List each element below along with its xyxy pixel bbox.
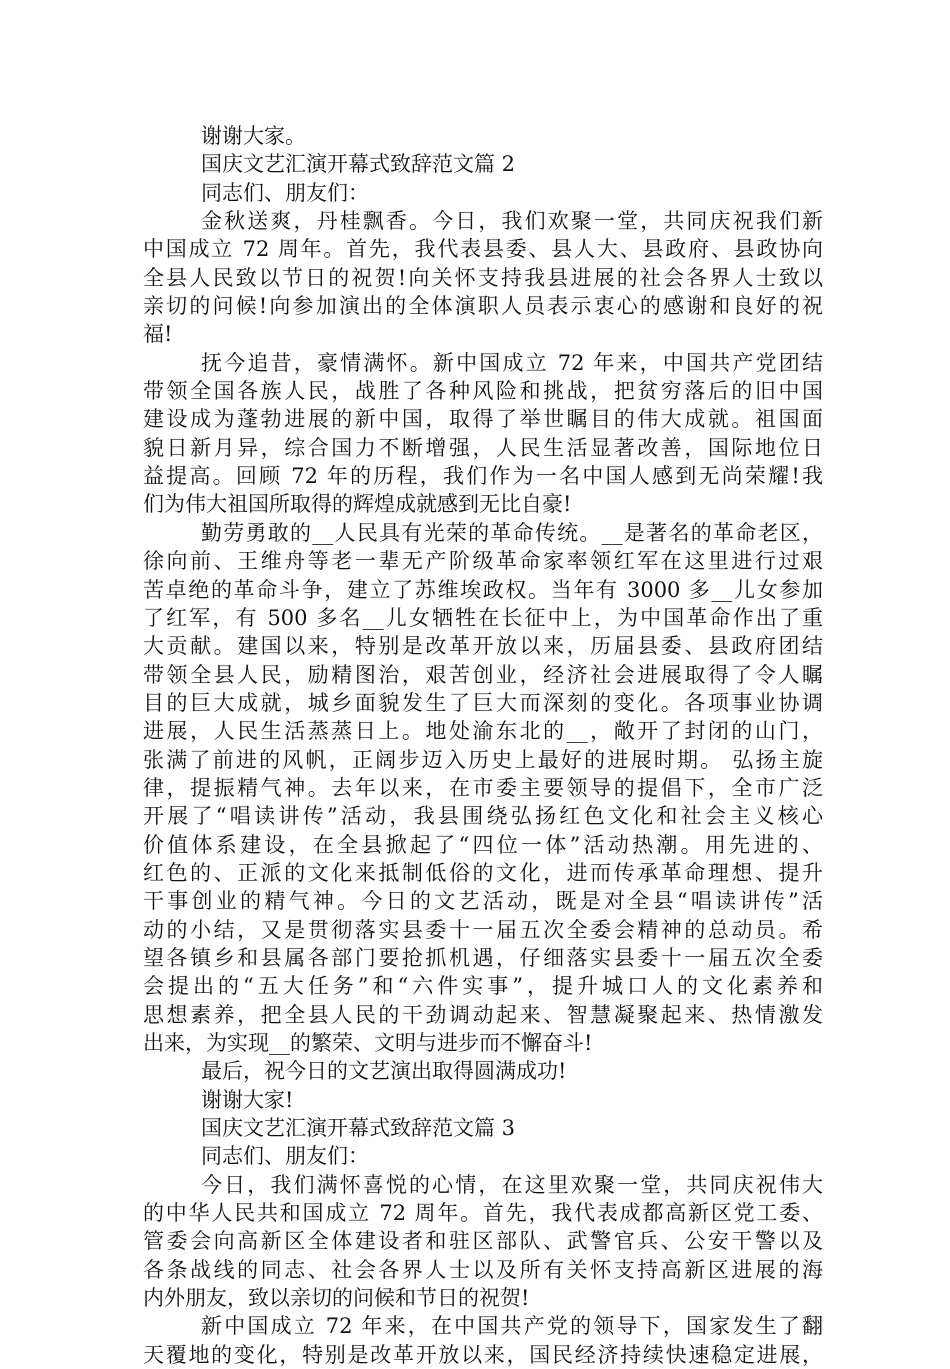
text-line: 目的巨大成就，城乡面貌发生了巨大而深刻的变化。各项事业协调 — [143, 690, 823, 715]
text-line: 亲切的问候!向参加演出的全体演职人员表示衷心的感谢和良好的祝 — [143, 294, 823, 319]
text-line: 带领全国各族人民，战胜了各种风险和挑战，把贫穷落后的旧中国 — [143, 379, 823, 404]
text-line: 望各镇乡和县属各部门要抢抓机遇，仔细落实县委十一届五次全委 — [143, 945, 823, 970]
text-line: 福! — [143, 322, 173, 347]
text-line: 管委会向高新区全体建设者和驻区部队、武警官兵、公安干警以及 — [143, 1229, 823, 1254]
text-line: 抚今追昔，豪情满怀。新中国成立 72 年来，中国共产党团结 — [201, 350, 823, 375]
text-line: 谢谢大家。 — [201, 124, 306, 148]
text-line: 今日，我们满怀喜悦的心情，在这里欢聚一堂，共同庆祝伟大 — [201, 1172, 823, 1197]
text-line: 新中国成立 72 年来，在中国共产党的领导下，国家发生了翻 — [201, 1314, 823, 1339]
text-line: 开展了“唱读讲传”活动，我县围绕弘扬红色文化和社会主义核心 — [143, 804, 823, 829]
text-line: 国庆文艺汇演开幕式致辞范文篇 2 — [201, 152, 516, 177]
text-line: 同志们、朋友们： — [201, 180, 369, 205]
text-line: 中国成立 72 周年。首先，我代表县委、县人大、县政府、县政协向 — [143, 237, 823, 262]
text-line: 动的小结，又是贯彻落实县委十一届五次全委会精神的总动员。希 — [143, 917, 823, 942]
text-line: 天覆地的变化，特别是改革开放以来，国民经济持续快速稳定进展， — [143, 1342, 823, 1367]
text-line: 张满了前进的风帆，正阔步迈入历史上最好的进展时期。 弘扬主旋 — [143, 747, 823, 772]
text-line: 貌日新月异，综合国力不断增强，人民生活显著改善，国际地位日 — [143, 435, 823, 460]
text-line: 的中华人民共和国成立 72 周年。首先，我代表成都高新区党工委、 — [143, 1201, 823, 1226]
text-line: 内外朋友，致以亲切的问候和节日的祝贺! — [143, 1286, 530, 1311]
text-line: 谢谢大家! — [201, 1087, 294, 1112]
text-line: 了红军，有 500 多名__儿女牺牲在长征中上，为中国革命作出了重 — [143, 605, 823, 630]
text-line: 红色的、正派的文化来抵制低俗的文化，进而传承革命理想、提升 — [143, 860, 823, 885]
text-line: 们为伟大祖国所取得的辉煌成就感到无比自豪! — [143, 492, 572, 517]
text-line: 同志们、朋友们： — [201, 1144, 369, 1169]
text-line: 各条战线的同志、社会各界人士以及所有关怀支持高新区进展的海 — [143, 1257, 823, 1282]
text-line: 最后，祝今日的文艺演出取得圆满成功! — [201, 1059, 567, 1084]
text-line: 建设成为蓬勃进展的新中国，取得了举世瞩目的伟大成就。祖国面 — [143, 407, 823, 432]
text-line: 苦卓绝的革命斗争，建立了苏维埃政权。当年有 3000 多__儿女参加 — [143, 577, 823, 602]
text-line: 勤劳勇敢的__人民具有光荣的革命传统。__是著名的革命老区， — [201, 520, 823, 545]
text-line: 价值体系建设，在全县掀起了“四位一体”活动热潮。用先进的、 — [143, 832, 823, 857]
text-line: 会提出的“五大任务”和“六件实事”，提升城口人的文化素养和 — [143, 974, 823, 999]
document-body — [143, 122, 823, 1369]
text-line: 益提高。回顾 72 年的历程，我们作为一名中国人感到无尚荣耀!我 — [143, 464, 823, 489]
text-line: 全县人民致以节日的祝贺!向关怀支持我县进展的社会各界人士致以 — [143, 265, 823, 290]
text-line: 律，提振精气神。去年以来，在市委主要领导的提倡下，全市广泛 — [143, 775, 823, 800]
text-line: 带领全县人民，励精图治，艰苦创业，经济社会进展取得了令人瞩 — [143, 662, 823, 687]
text-line: 进展，人民生活蒸蒸日上。地处渝东北的__，敞开了封闭的山门， — [143, 719, 823, 744]
text-line: 干事创业的精气神。今日的文艺活动，既是对全县“唱读讲传”活 — [143, 889, 823, 914]
text-line: 徐向前、王维舟等老一辈无产阶级革命家率领红军在这里进行过艰 — [143, 549, 823, 574]
text-line: 大贡献。建国以来，特别是改革开放以来，历届县委、县政府团结 — [143, 634, 823, 659]
text-line: 国庆文艺汇演开幕式致辞范文篇 3 — [201, 1116, 516, 1141]
text-line: 出来，为实现__的繁荣、文明与进步而不懈奋斗! — [143, 1031, 593, 1055]
text-line: 金秋送爽，丹桂飘香。今日，我们欢聚一堂，共同庆祝我们新 — [201, 209, 823, 234]
text-line: 思想素养，把全县人民的干劲调动起来、智慧凝聚起来、热情激发 — [143, 1002, 823, 1027]
